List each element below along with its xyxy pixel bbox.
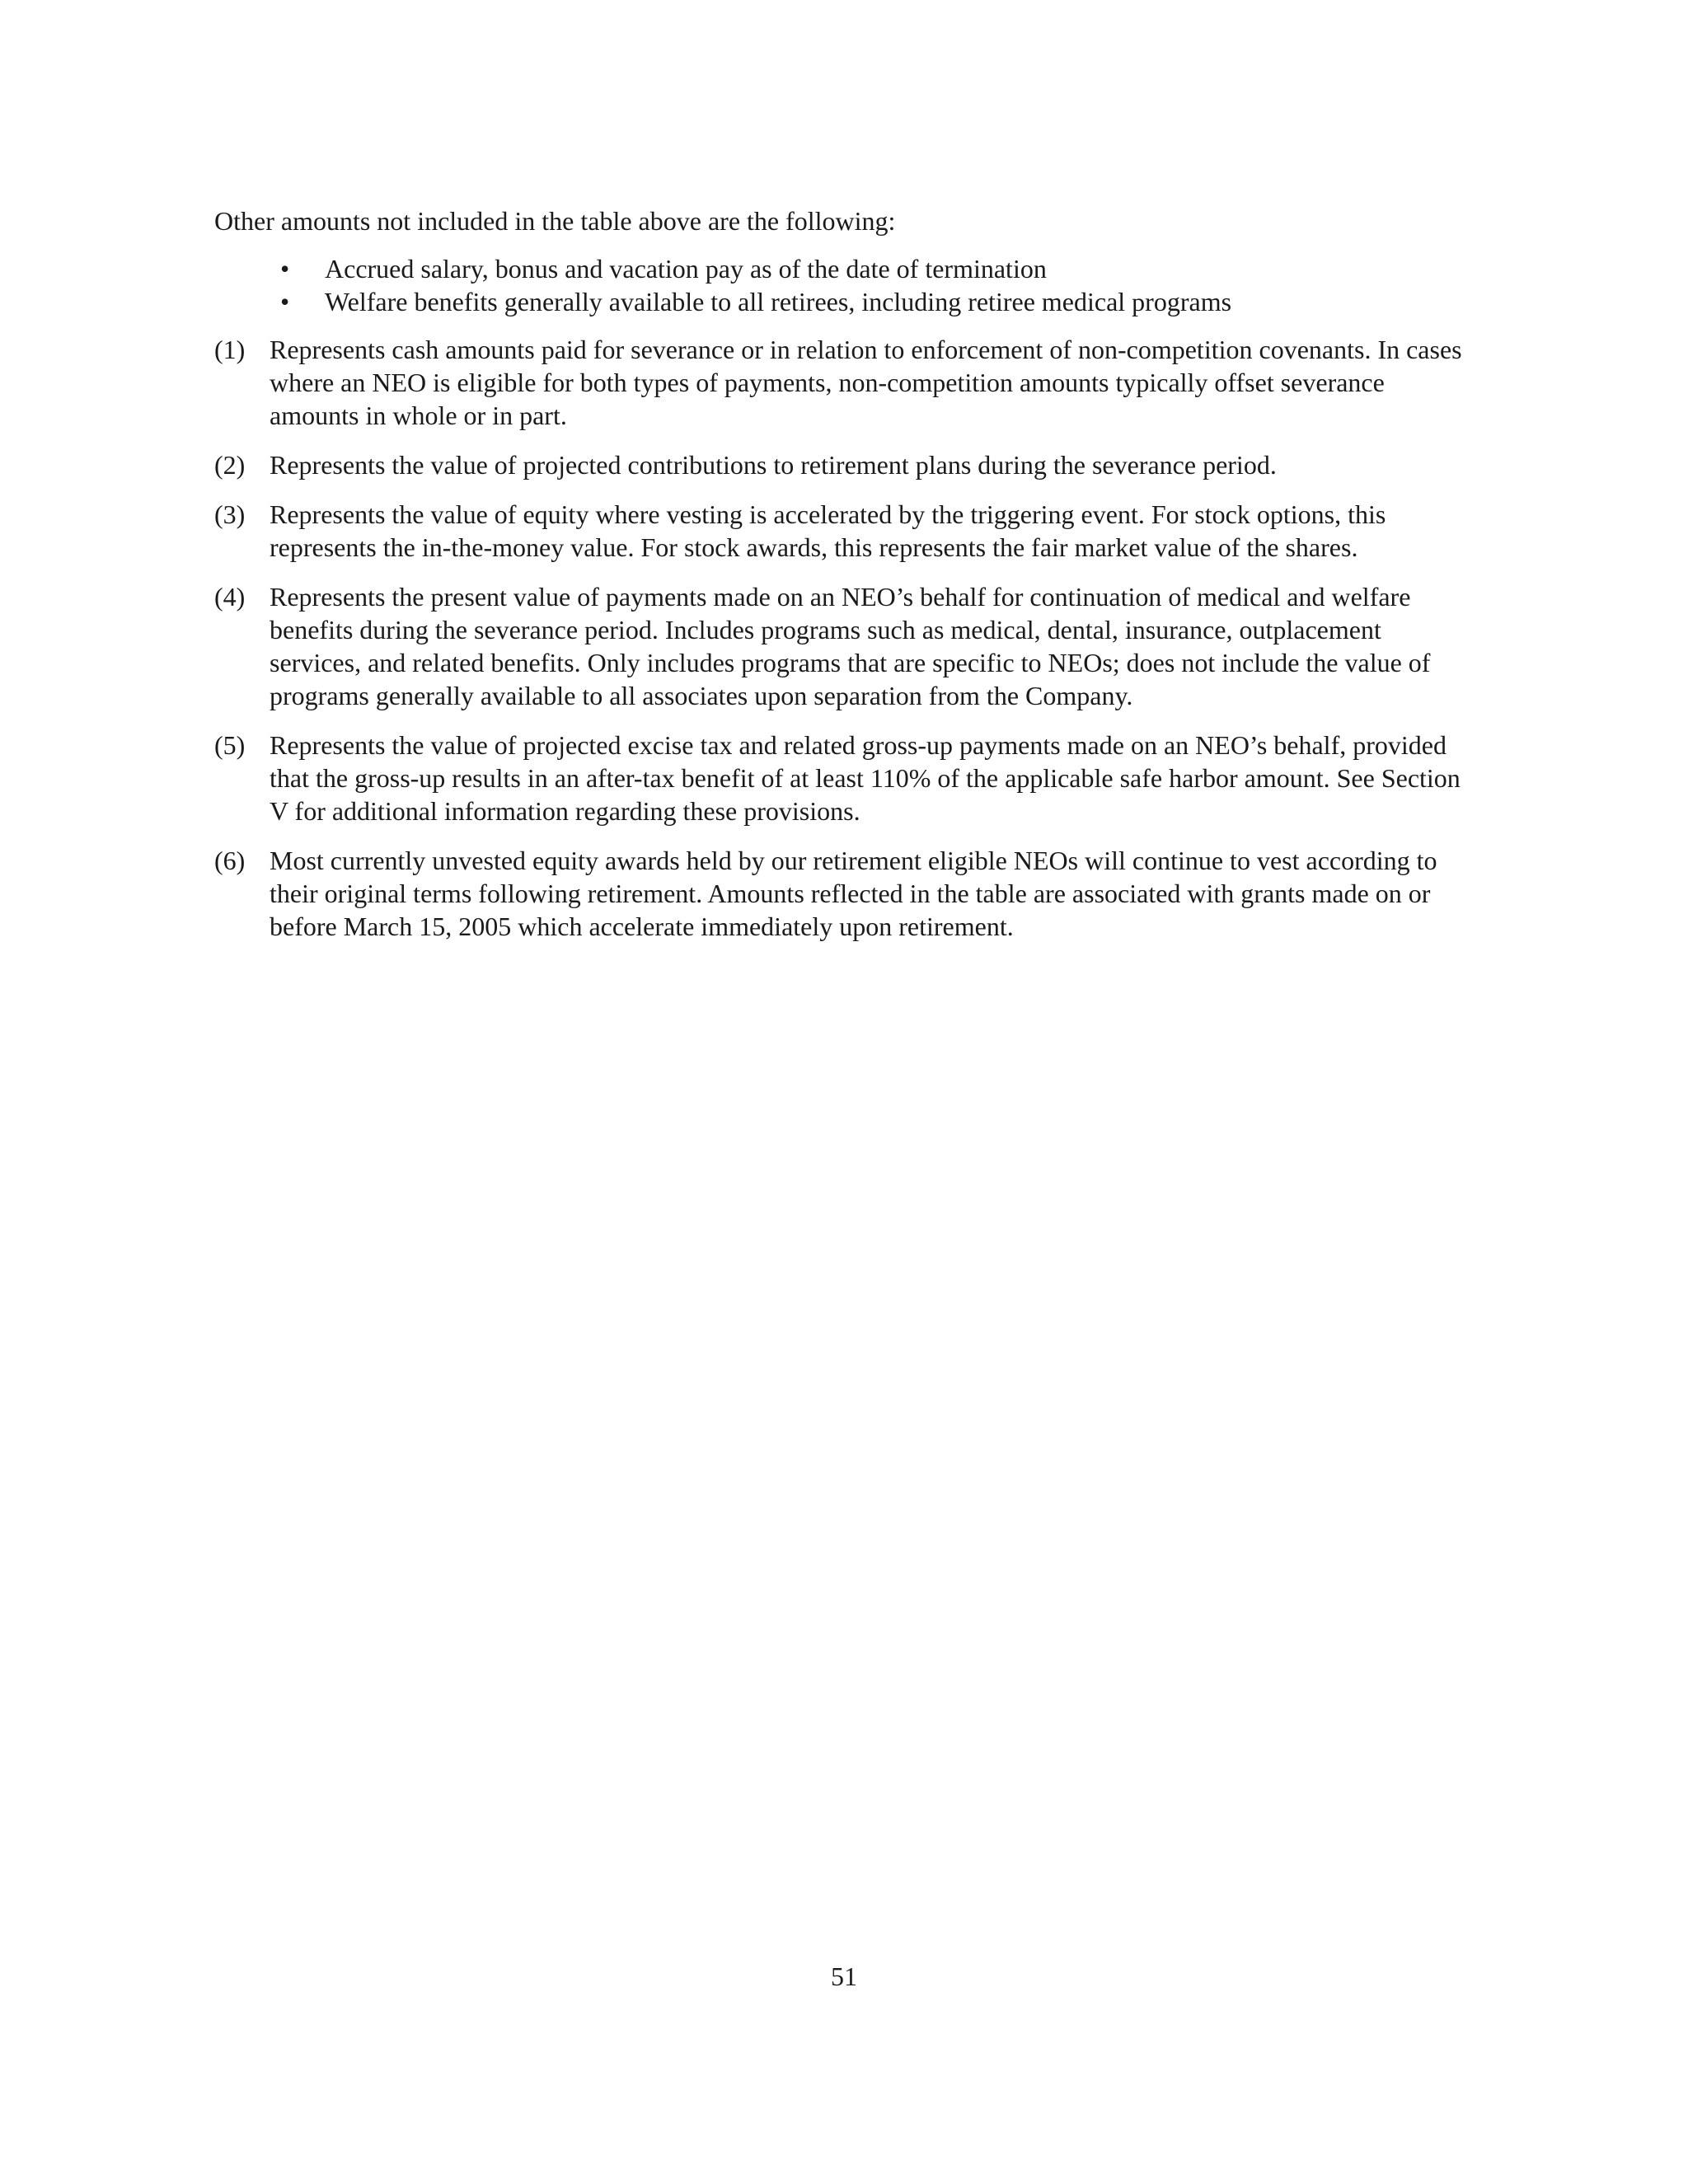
bullet-item [214, 285, 1475, 318]
footnote-item [214, 844, 1475, 943]
footnote-number: (2) [214, 450, 246, 480]
page-number: 51 [831, 1961, 857, 1991]
bullet-list [214, 252, 1475, 318]
bullet-icon: • [280, 254, 290, 284]
footnote-number: (6) [214, 846, 246, 875]
intro-paragraph: Other amounts not included in the table above are the following: [214, 206, 896, 236]
footnote-text: Represents cash amounts paid for severance or in relation to enforcement of non-competition covenants. In cases where an NEO is eligible for both types of payments, non-competition amounts typically offset severance amounts in whole or in part. [270, 335, 1462, 430]
footnote-item [214, 333, 1475, 432]
footnote-text: Represents the value of projected excise tax and related gross-up payments made on an NEO’s behalf, provided that the gross-up results in an after-tax benefit of at least 110% of the applicable safe harbor amount. See Section V for additional information regarding these provisions. [270, 730, 1461, 826]
bullet-item [214, 252, 1475, 285]
footnote-list [214, 333, 1475, 943]
footnote-text: Represents the value of equity where vesting is accelerated by the triggering event. For stock options, this represents the in-the-money value. For stock awards, this represents the fair market value of the shares. [270, 499, 1386, 562]
footnote-item [214, 729, 1475, 827]
footnote-item [214, 580, 1475, 712]
footnote-number: (3) [214, 499, 246, 529]
page-content [214, 204, 1475, 959]
footnote-item [214, 448, 1475, 481]
footnote-text: Represents the value of projected contributions to retirement plans during the severance period. [270, 450, 1277, 480]
footnote-text: Represents the present value of payments made on an NEO’s behalf for continuation of medical and welfare benefits during the severance period. Includes programs such as medical, dental, insurance, outplacement services, and related benefits. Only includes programs that are specific to NEOs; does not include the value of programs generally available to all associates upon separation from the Company. [270, 582, 1431, 710]
footnote-number: (1) [214, 335, 246, 364]
footnote-item [214, 498, 1475, 564]
footnote-number: (5) [214, 730, 246, 760]
footnote-number: (4) [214, 582, 246, 612]
bullet-text: Accrued salary, bonus and vacation pay as of the date of termination [325, 254, 1047, 284]
bullet-text: Welfare benefits generally available to all retirees, including retiree medical programs [325, 287, 1232, 316]
footnote-text: Most currently unvested equity awards held by our retirement eligible NEOs will continue to vest according to their original terms following retirement. Amounts reflected in the table are associated with grants made on or before March 15, 2005 which accelerate immediately upon retirement. [270, 846, 1437, 941]
bullet-icon: • [280, 287, 290, 316]
